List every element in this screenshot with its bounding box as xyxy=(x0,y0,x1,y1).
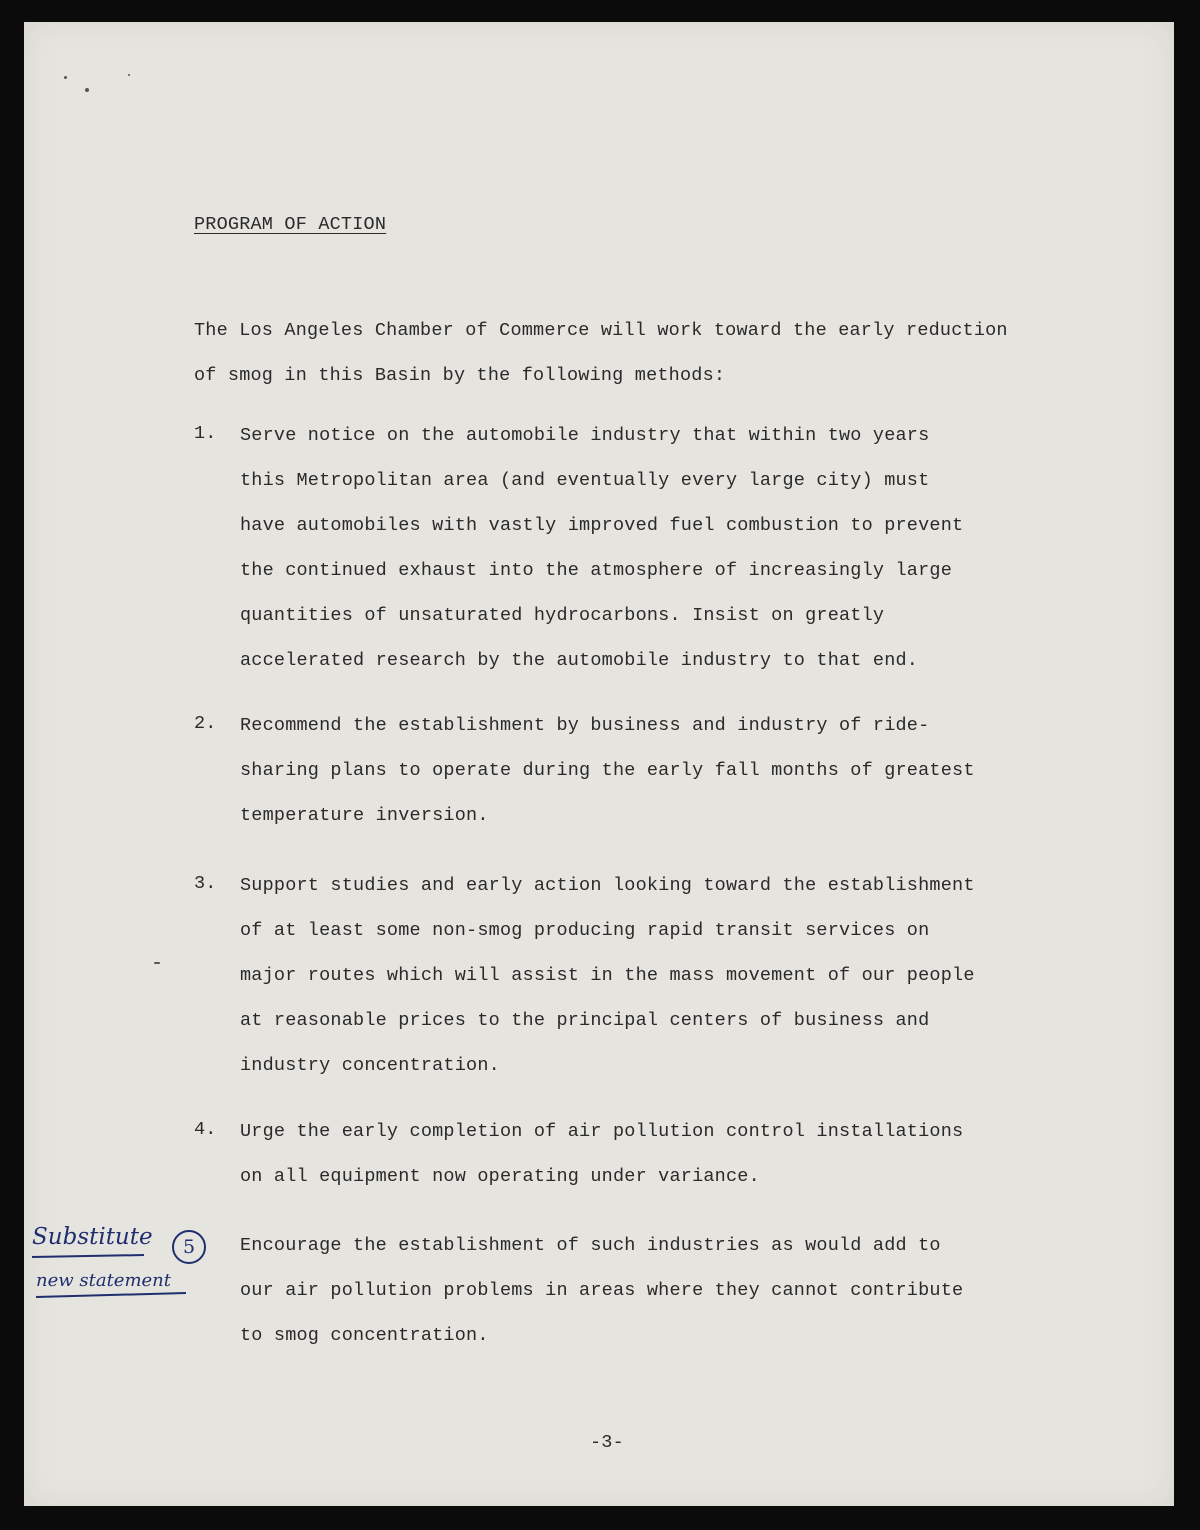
item-line: Urge the early completion of air pollution control installations xyxy=(240,1121,964,1142)
handwritten-new-statement: new statement xyxy=(36,1270,172,1291)
item-line: Encourage the establishment of such industries as would add to xyxy=(240,1235,941,1256)
document-page xyxy=(24,22,1174,1506)
item-line: at reasonable prices to the principal centers of business and xyxy=(240,1010,930,1031)
intro-paragraph xyxy=(194,308,1008,398)
item-text-5 xyxy=(240,1223,963,1358)
item-number-3: 3. xyxy=(194,873,217,894)
item-line: this Metropolitan area (and eventually every large city) must xyxy=(240,470,930,491)
handwritten-circled-number: 5 xyxy=(172,1230,206,1264)
item-line: of at least some non-smog producing rapid transit services on xyxy=(240,920,930,941)
item-line: temperature inversion. xyxy=(240,805,489,826)
item-line: Recommend the establishment by business and industry of ride- xyxy=(240,715,930,736)
item-line: have automobiles with vastly improved fuel combustion to prevent xyxy=(240,515,964,536)
item-line: on all equipment now operating under variance. xyxy=(240,1166,760,1187)
intro-line: of smog in this Basin by the following methods: xyxy=(194,365,726,386)
item-line: accelerated research by the automobile industry to that end. xyxy=(240,650,919,671)
page-number: -3- xyxy=(590,1432,624,1453)
item-text-3 xyxy=(240,863,975,1088)
item-line: quantities of unsaturated hydrocarbons. Insist on greatly xyxy=(240,605,885,626)
item-line: industry concentration. xyxy=(240,1055,500,1076)
handwritten-substitute: Substitute xyxy=(32,1224,153,1250)
item-line: major routes which will assist in the mass movement of our people xyxy=(240,965,975,986)
item-line: Serve notice on the automobile industry that within two years xyxy=(240,425,930,446)
section-heading: PROGRAM OF ACTION xyxy=(194,214,387,235)
handwritten-underline xyxy=(36,1292,186,1298)
item-line: to smog concentration. xyxy=(240,1325,489,1346)
handwritten-underline xyxy=(32,1254,144,1258)
item-number-2: 2. xyxy=(194,713,217,734)
item-line: the continued exhaust into the atmosphere of increasingly large xyxy=(240,560,953,581)
item-text-2 xyxy=(240,703,975,838)
item-line: sharing plans to operate during the early fall months of greatest xyxy=(240,760,975,781)
item-text-4 xyxy=(240,1109,963,1199)
item-line: Support studies and early action looking toward the establishment xyxy=(240,875,975,896)
intro-line: The Los Angeles Chamber of Commerce will work toward the early reduction xyxy=(194,320,1008,341)
item-text-1 xyxy=(240,413,963,683)
item-number-1: 1. xyxy=(194,423,217,444)
item-line: our air pollution problems in areas where they cannot contribute xyxy=(240,1280,964,1301)
item-number-4: 4. xyxy=(194,1119,217,1140)
